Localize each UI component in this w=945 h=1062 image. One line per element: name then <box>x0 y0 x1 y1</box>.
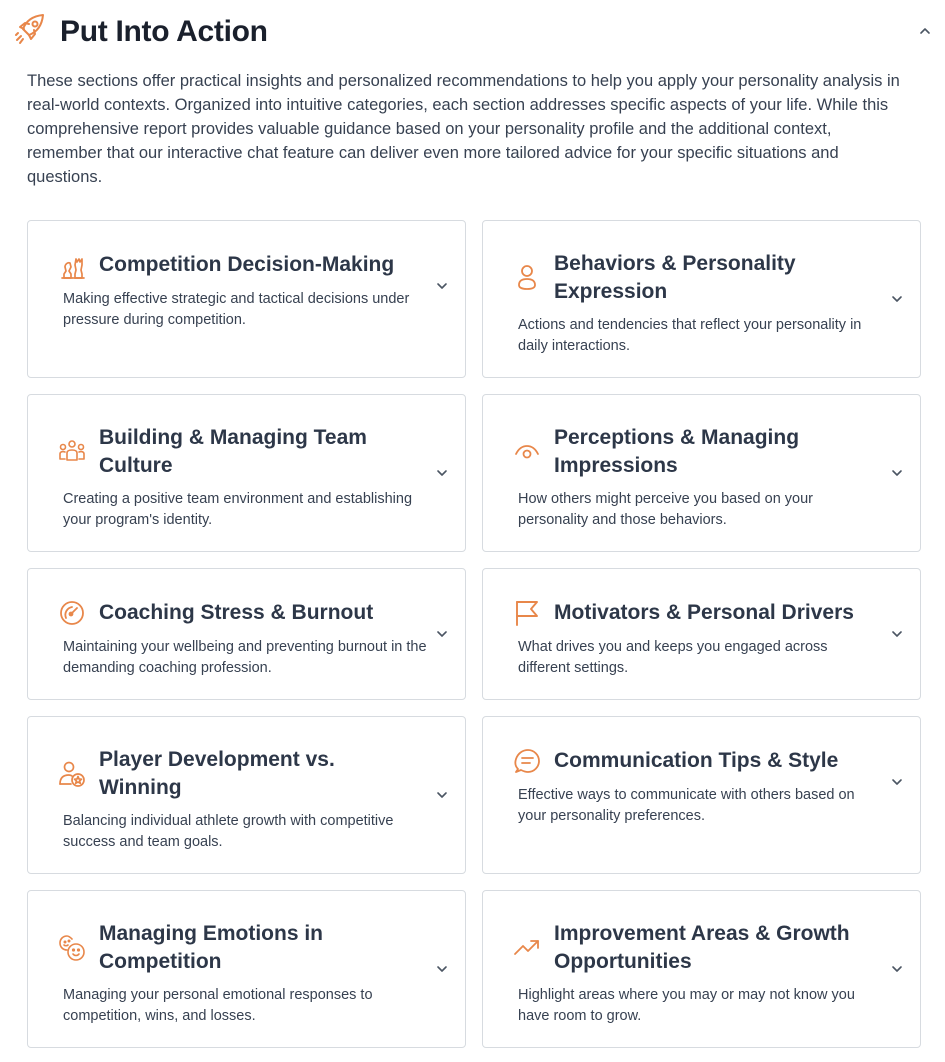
flag-icon <box>513 599 541 627</box>
person-icon <box>513 263 541 291</box>
card-description: Balancing individual athlete growth with competitive success and team goals. <box>63 813 394 850</box>
card-title: Communication Tips & Style <box>554 749 839 772</box>
section-header <box>14 12 934 54</box>
user-star-icon <box>58 760 86 788</box>
team-icon <box>58 438 86 466</box>
card-title: Player Development vs. Winning <box>99 748 335 799</box>
chevron-down-icon[interactable] <box>890 466 904 480</box>
chevron-down-icon[interactable] <box>890 962 904 976</box>
page-title: Put Into Action <box>60 15 268 48</box>
faces-icon <box>58 934 86 962</box>
card-perceptions-managing-impressions[interactable] <box>482 394 921 552</box>
card-description: Creating a positive team environment and establishing your program's identity. <box>63 491 413 528</box>
card-title: Behaviors & Personality Expression <box>554 252 796 303</box>
card-title: Building & Managing Team Culture <box>99 426 367 477</box>
card-communication-tips-style[interactable] <box>482 716 921 874</box>
card-description: Managing your personal emotional responses to competition, wins, and losses. <box>63 987 373 1024</box>
chevron-down-icon[interactable] <box>435 962 449 976</box>
chess-pieces-icon <box>58 254 86 282</box>
card-description: How others might perceive you based on your personality and those behaviors. <box>518 491 813 528</box>
card-title: Perceptions & Managing Impressions <box>554 426 800 477</box>
chevron-down-icon[interactable] <box>435 627 449 641</box>
card-motivators-personal-drivers[interactable] <box>482 568 921 700</box>
rocket-icon <box>14 12 48 46</box>
card-competition-decision-making[interactable] <box>27 220 466 378</box>
chevron-down-icon[interactable] <box>435 788 449 802</box>
message-icon <box>513 747 541 775</box>
chevron-up-icon[interactable] <box>916 22 934 40</box>
card-improvement-areas-growth-opportunities[interactable] <box>482 890 921 1048</box>
chevron-down-icon[interactable] <box>890 292 904 306</box>
card-player-development-vs-winning[interactable] <box>27 716 466 874</box>
card-description: Making effective strategic and tactical decisions under pressure during competition. <box>63 291 410 328</box>
intro-text: These sections offer practical insights and personalized recommendations to help you apply your personality analysis in real-world contexts. Organized into intuitive categories, each section addresses specific aspects of your life. While this comprehensive report provides valuable guidance based on your personality profile and the additional context, remember that our interactive chat feature can deliver even more tailored advice for your specific situations and questions. <box>27 72 900 186</box>
card-description: Actions and tendencies that reflect your personality in daily interactions. <box>518 317 862 354</box>
card-managing-emotions-in-competition[interactable] <box>27 890 466 1048</box>
card-description: Highlight areas where you may or may not know you have room to grow. <box>518 987 855 1024</box>
card-title: Coaching Stress & Burnout <box>99 601 374 624</box>
card-title: Managing Emotions in Competition <box>99 922 323 973</box>
chevron-down-icon[interactable] <box>435 466 449 480</box>
card-description: Effective ways to communicate with others based on your personality preferences. <box>518 787 855 824</box>
chevron-down-icon[interactable] <box>890 775 904 789</box>
chevron-down-icon[interactable] <box>435 279 449 293</box>
card-title: Motivators & Personal Drivers <box>554 601 854 624</box>
gauge-icon <box>58 599 86 627</box>
card-description: Maintaining your wellbeing and preventing burnout in the demanding coaching profession. <box>63 639 427 676</box>
card-building-managing-team-culture[interactable] <box>27 394 466 552</box>
card-title: Competition Decision-Making <box>99 253 395 276</box>
card-title: Improvement Areas & Growth Opportunities <box>554 922 850 973</box>
chevron-down-icon[interactable] <box>890 627 904 641</box>
card-coaching-stress-burnout[interactable] <box>27 568 466 700</box>
eye-icon <box>513 438 541 466</box>
trending-up-icon <box>513 934 541 962</box>
card-description: What drives you and keeps you engaged across different settings. <box>518 639 828 676</box>
card-behaviors-personality-expression[interactable] <box>482 220 921 378</box>
